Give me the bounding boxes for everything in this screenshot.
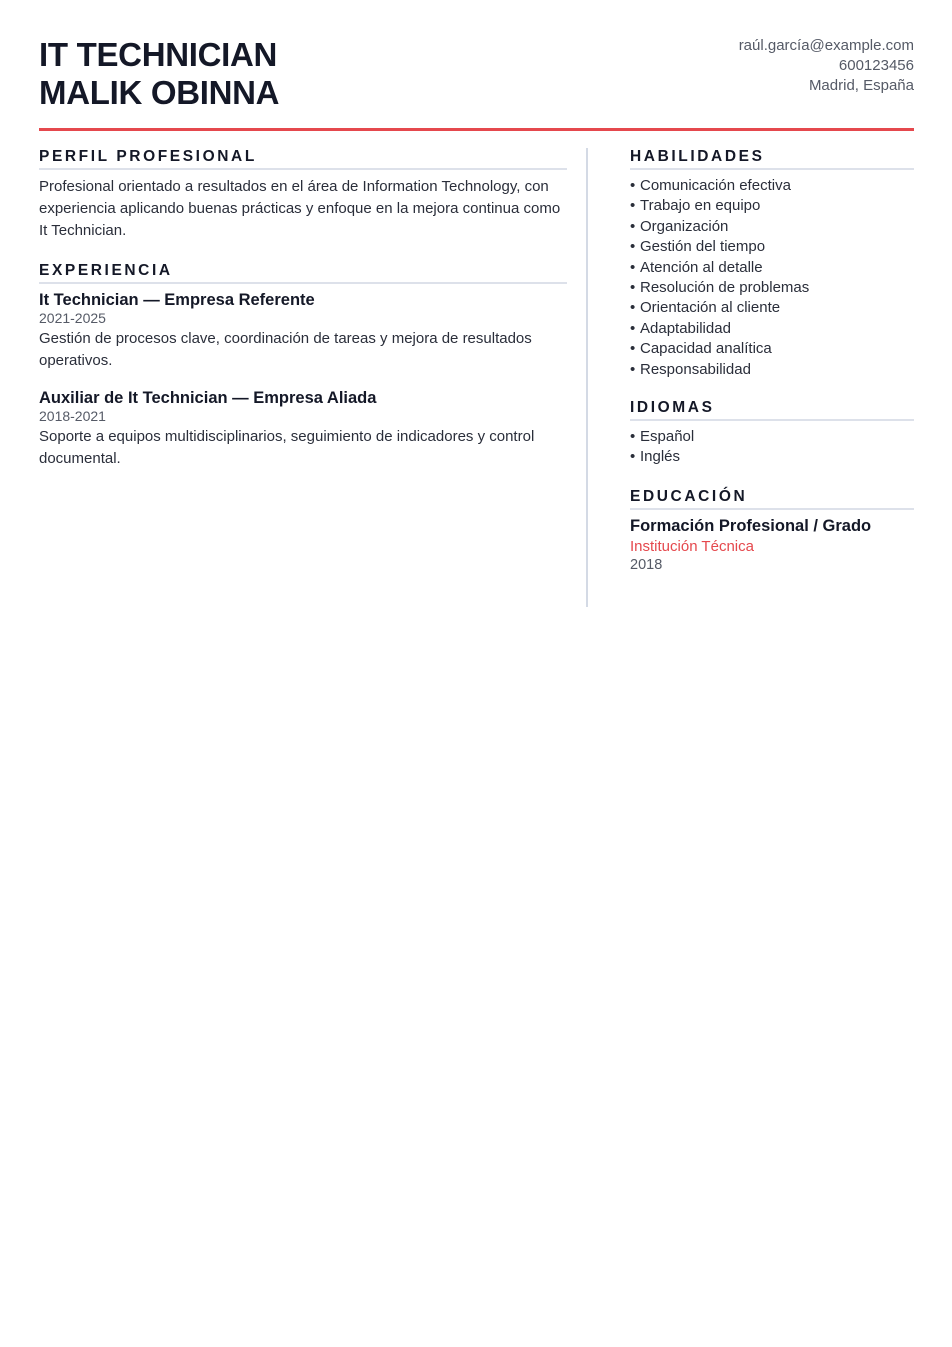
skill-label: Atención al detalle [640,258,763,276]
bullet-icon: • [630,319,636,337]
section-heading-skills: HABILIDADES [630,147,914,170]
bullet-icon: • [630,217,636,235]
bullet-icon: • [630,360,636,378]
section-heading-languages: IDIOMAS [630,398,914,421]
skill-label: Comunicación efectiva [640,177,791,194]
contact-email[interactable]: raúl.garcía@example.com [738,37,914,54]
profile-section [39,147,567,242]
skill-item [630,176,914,196]
skills-section [630,147,914,380]
left-column [39,147,567,470]
skill-label: Gestión del tiempo [640,238,766,256]
languages-list [630,427,914,468]
profile-text: Profesional orientado a resultados en el área de Information Technology, con experiencia aplicando buenas prácticas y enfoque en la mejora continua como It Technician. [39,178,561,239]
skill-item [630,298,914,318]
education-degree: Formación Profesional / Grado [630,516,872,535]
contact-phone: 600123456 [838,57,914,74]
header-accent-rule [39,128,914,131]
bullet-icon: • [630,197,636,215]
skill-label: Resolución de problemas [640,279,810,297]
bullet-icon: • [630,299,636,317]
language-label: Español [640,428,695,446]
bullet-icon: • [630,428,636,446]
experience-dates: 2018-2021 [39,408,106,424]
language-item [630,427,914,447]
experience-title: It Technician — Empresa Referente [39,291,315,309]
skill-label: Capacidad analítica [640,340,772,358]
experience-item [39,388,567,470]
bullet-icon: • [630,238,636,256]
skill-item [630,319,914,339]
experience-section [39,261,567,470]
experience-item [39,290,567,372]
skill-label: Organización [640,217,729,235]
skill-item [630,258,914,278]
skill-item [630,196,914,216]
contact-location: Madrid, España [808,77,914,94]
skill-label: Responsabilidad [640,360,751,378]
skills-list [630,176,914,380]
section-heading-profile: PERFIL PROFESIONAL [39,147,567,170]
bullet-icon: • [630,177,636,194]
skill-item [630,339,914,359]
name-title-block [39,36,279,112]
education-institution: Institución Técnica [630,537,754,555]
bullet-icon: • [630,258,636,276]
skill-item [630,278,914,298]
experience-title: Auxiliar de It Technician — Empresa Aliada [39,389,377,407]
language-label: Inglés [640,448,681,466]
bullet-icon: • [630,279,636,297]
bullet-icon: • [630,448,636,466]
bullet-icon: • [630,340,636,358]
contact-info [739,36,914,96]
section-heading-education: EDUCACIÓN [630,487,914,510]
skill-item [630,237,914,257]
language-item [630,447,914,467]
education-section [630,487,914,575]
languages-section [630,398,914,468]
resume-header [39,36,914,116]
skill-item [630,360,914,380]
education-year: 2018 [630,556,663,573]
column-divider [586,148,588,607]
skill-item [630,217,914,237]
right-column [630,147,914,575]
skill-label: Trabajo en equipo [640,197,761,215]
experience-dates: 2021-2025 [39,310,106,326]
section-heading-experience: EXPERIENCIA [39,261,567,284]
job-title-heading: IT TECHNICIAN [39,36,278,73]
skill-label: Adaptabilidad [640,319,731,337]
candidate-name: MALIK OBINNA [39,74,280,111]
experience-description: Gestión de procesos clave, coordinación de tareas y mejora de resultados operativos. [39,330,532,369]
experience-description: Soporte a equipos multidisciplinarios, seguimiento de indicadores y control documental. [39,428,535,467]
skill-label: Orientación al cliente [640,299,781,317]
